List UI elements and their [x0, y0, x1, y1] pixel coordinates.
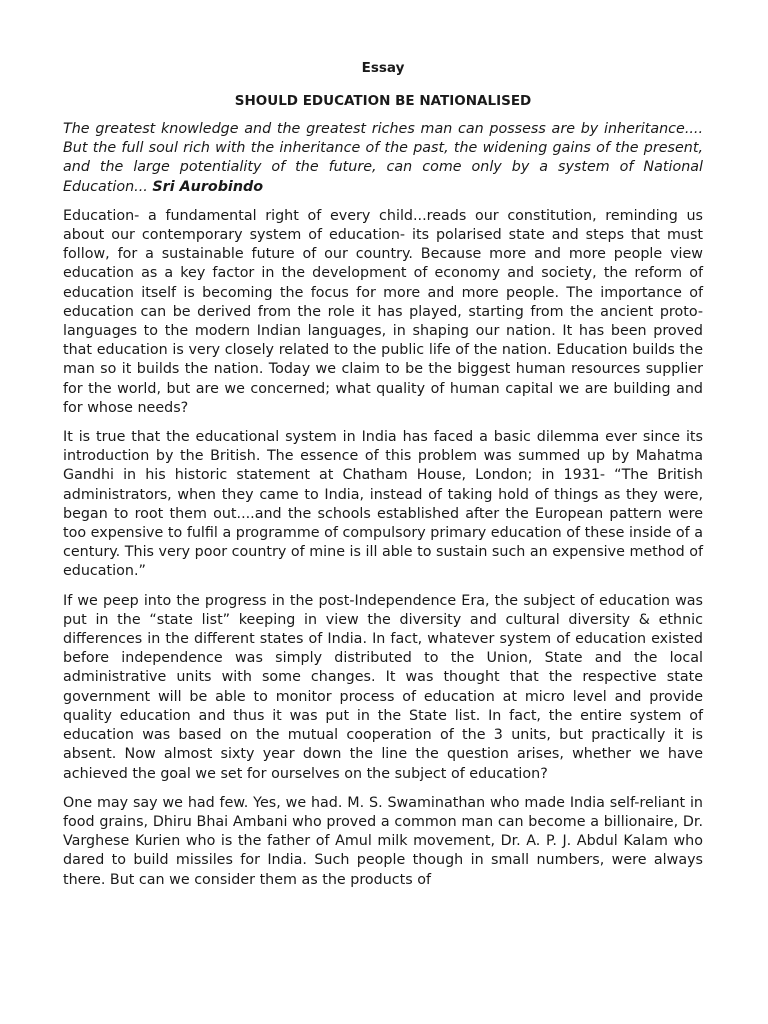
epigraph	[63, 120, 703, 197]
body-paragraph-2: It is true that the educational system in India has faced a basic dilemma ever since its introduction by the British. The essence of this problem was summed up by Mahatma Gandhi in his historic statement at Chatham House, London; in 1931- “The British administrators, when they came to India, instead of taking hold of things as they were, began to root them out....and the schools established after the European pattern were too expensive to fulfil a programme of compulsory primary education of these inside of a century. This very poor country of mine is ill able to sustain such an expensive method of education.”	[63, 429, 703, 580]
epigraph-author: Sri Aurobindo	[152, 178, 264, 195]
body-paragraph-4: One may say we had few. Yes, we had. M. S. Swaminathan who made India self-reliant in food grains, Dhiru Bhai Ambani who proved a common man can become a billionaire, Dr. Varghese Kurien who is the father of Amul milk movement, Dr. A. P. J. Abdul Kalam who dared to build missiles for India. Such people though in small numbers, were always there. But can we consider them as the products of	[63, 794, 703, 888]
document-label: Essay	[361, 60, 405, 76]
document-title: SHOULD EDUCATION BE NATIONALISED	[234, 93, 532, 109]
body-paragraph-1: Education- a fundamental right of every child...reads our constitution, reminding us about our contemporary system of education- its polarised state and steps that must follow, for a sustainable future of our country. Because more and more people view education as a key factor in the development of economy and society, the reform of education itself is becoming the focus for more and more people. The importance of education can be derived from the role it has played, starting from the ancient proto-languages to the modern Indian languages, in shaping our nation. It has been proved that education is very closely related to the public life of the nation. Education builds the man so it builds the nation. Today we claim to be the biggest human resources supplier for the world, but are we concerned; what quality of human capital we are building and for whose needs?	[63, 207, 703, 416]
body-paragraph-3: If we peep into the progress in the post-Independence Era, the subject of education was put in the “state list” keeping in view the diversity and cultural diversity & ethnic differences in the different states of India. In fact, whatever system of education existed before independence was simply distributed to the Union, State and the local administrative units with some changes. It was thought that the respective state government will be able to monitor process of education at micro level and provide quality education and thus it was put in the State list. In fact, the entire system of education was based on the mutual cooperation of the 3 units, but practically it is absent. Now almost sixty year down the line the question arises, whether we have achieved the goal we set for ourselves on the subject of education?	[63, 592, 703, 782]
epigraph-quote: The greatest knowledge and the greatest riches man can possess are by inheritance.... But the full soul rich with the inheritance of the past, the widening gains of the present, and the large potentiality of the future, can come only by a system of National Education...	[63, 121, 703, 195]
document-page	[63, 56, 703, 900]
